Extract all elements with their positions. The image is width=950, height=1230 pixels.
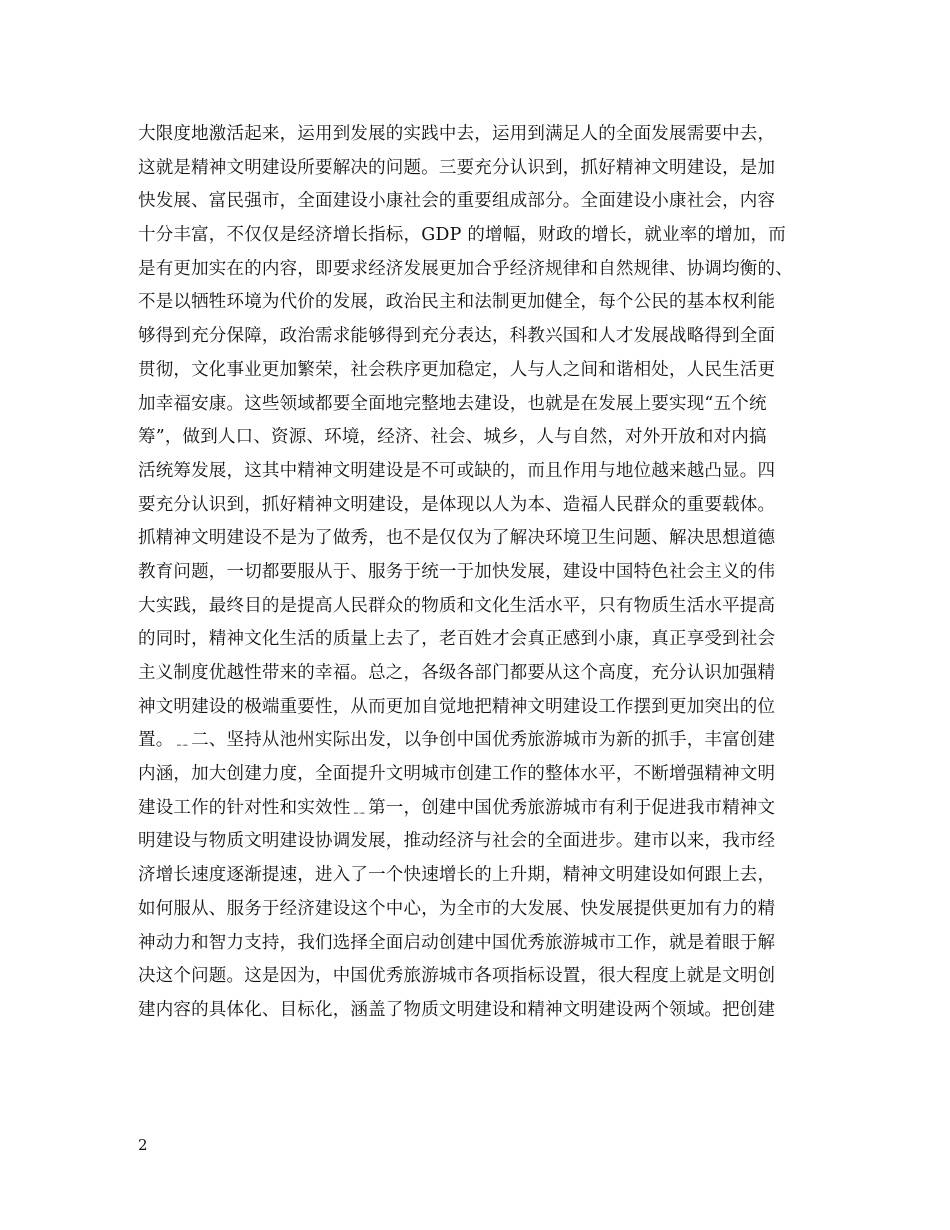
text-line: 教育问题，一切都要服从于、服务于统一于加快发展，建设中国特色社会主义的伟 — [138, 561, 776, 582]
text-line: 置。﹎二、坚持从池州实际出发，以争创中国优秀旅游城市为新的抓手，丰富创建 — [138, 730, 776, 751]
text-line: 加幸福安康。这些领域都要全面地完整地去建设，也就是在发展上要实现“五个统 — [138, 393, 767, 414]
text-line: 筹”，做到人口、资源、环境，经济、社会、城乡，人与自然，对外开放和对内搞 — [138, 427, 767, 448]
text-line: 的同时，精神文化生活的质量上去了，老百姓才会真正感到小康，真正享受到社会 — [138, 629, 776, 650]
text-line: 活统筹发展，这其中精神文明建设是不可或缺的，而且作用与地位越来越凸显。四 — [138, 460, 776, 481]
text-line: 够得到充分保障，政治需求能够得到充分表达，科教兴国和人才发展战略得到全面 — [138, 326, 776, 347]
page-number: 2 — [138, 1136, 148, 1154]
text-line: 这就是精神文明建设所要解决的问题。三要充分认识到，抓好精神文明建设，是加 — [138, 157, 776, 178]
text-line: 建设工作的针对性和实效性﹎第一，创建中国优秀旅游城市有利于促进我市精神文 — [138, 797, 776, 818]
text-line: 建内容的具体化、目标化，涵盖了物质文明建设和精神文明建设两个领域。把创建 — [138, 999, 776, 1020]
text-line: 济增长速度逐渐提速，进入了一个快速增长的上升期，精神文明建设如何跟上去， — [138, 865, 776, 886]
text-line: 贯彻，文化事业更加繁荣，社会秩序更加稳定，人与人之间和谐相处，人民生活更 — [138, 359, 776, 380]
text-line: 十分丰富，不仅仅是经济增长指标，GDP 的增幅，财政的增长，就业率的增加，而 — [138, 225, 786, 246]
text-line: 要充分认识到，抓好精神文明建设，是体现以人为本、造福人民群众的重要载体。 — [138, 494, 776, 515]
text-line: 决这个问题。这是因为，中国优秀旅游城市各项指标设置，很大程度上就是文明创 — [138, 966, 776, 987]
text-line: 神文明建设的极端重要性，从而更加自觉地把精神文明建设工作摆到更加突出的位 — [138, 696, 776, 717]
text-line: 快发展、富民强市，全面建设小康社会的重要组成部分。全面建设小康社会，内容 — [138, 191, 776, 212]
text-line: 内涵，加大创建力度，全面提升文明城市创建工作的整体水平，不断增强精神文明 — [138, 764, 776, 785]
text-line: 不是以牺牲环境为代价的发展，政治民主和法制更加健全，每个公民的基本权利能 — [138, 292, 776, 313]
text-line: 是有更加实在的内容，即要求经济发展更加合乎经济规律和自然规律、协调均衡的、 — [138, 258, 793, 279]
text-line: 主义制度优越性带来的幸福。总之，各级各部门都要从这个高度，充分认识加强精 — [138, 663, 776, 683]
text-line: 明建设与物质文明建设协调发展，推动经济与社会的全面进步。建市以来，我市经 — [138, 831, 776, 852]
text-line: 大限度地激活起来，运用到发展的实践中去，运用到满足人的全面发展需要中去， — [138, 124, 776, 144]
text-line: 神动力和智力支持，我们选择全面启动创建中国优秀旅游城市工作，就是着眼于解 — [138, 932, 776, 953]
text-line: 大实践，最终目的是提高人民群众的物质和文化生活水平，只有物质生活水平提高 — [138, 595, 776, 616]
text-line: 抓精神文明建设不是为了做秀，也不是仅仅为了解决环境卫生问题、解决思想道德 — [138, 528, 776, 549]
text-line: 如何服从、服务于经济建设这个中心，为全市的大发展、快发展提供更加有力的精 — [138, 898, 776, 919]
body-text — [138, 118, 828, 1028]
